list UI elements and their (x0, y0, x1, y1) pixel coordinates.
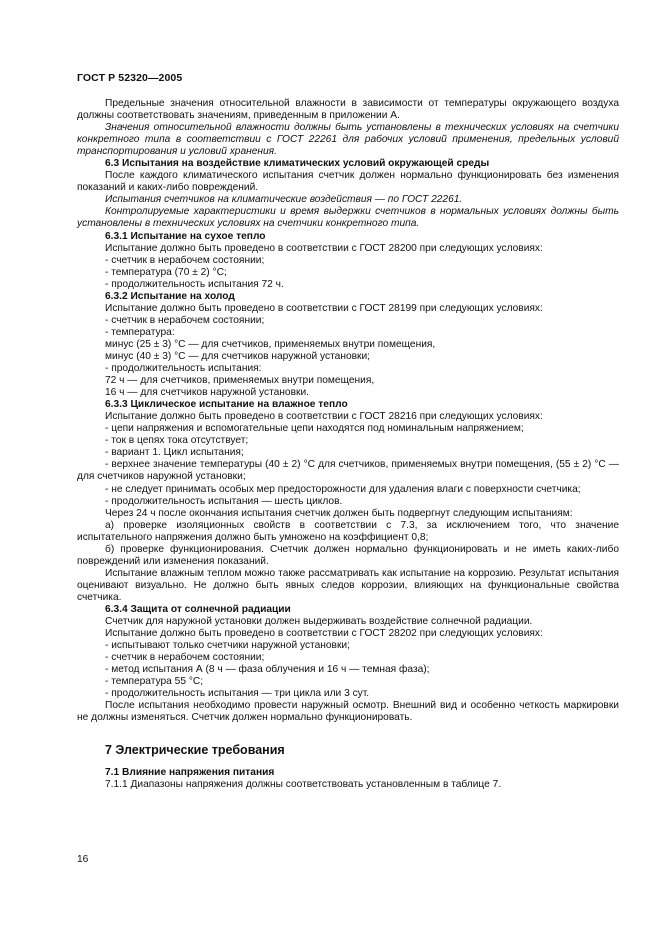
text-line: - метод испытания А (8 ч — фаза облучения и 16 ч — темная фаза); (105, 664, 430, 676)
text-line: - счетчик в нерабочем состоянии; (105, 652, 265, 664)
text-line: - испытывают только счетчики наружной установки; (105, 640, 350, 652)
section-heading: 6.3 Испытания на воздействие климатических условий окружающей среды (105, 158, 490, 170)
text-line: Испытание должно быть проведено в соответствии с ГОСТ 28199 при следующих условиях: (105, 302, 543, 314)
text-line: Счетчик для наружной установки должен выдерживать воздействие солнечной радиации. (105, 616, 533, 628)
text-line: Испытание должно быть проведено в соответствии с ГОСТ 28216 при следующих условиях: (105, 411, 543, 423)
paragraph: После каждого климатического испытания счетчик должен нормально функционировать без изменения показаний и каких-либо повреждений. (77, 170, 619, 194)
section-heading: 7.1 Влияние напряжения питания (105, 767, 275, 779)
text-line: - счетчик в нерабочем состоянии; (105, 254, 265, 266)
document-body (77, 98, 619, 792)
page-number: 16 (77, 854, 89, 865)
paragraph: Испытание влажным теплом можно также рассматривать как испытание на коррозию. Результат испытания оценивают визуально. Не должно быть явных следов коррозии, влияющих на функциональные свойства счетчика. (77, 567, 619, 603)
paragraph: После испытания необходимо провести наружный осмотр. Внешний вид и особенно четкость маркировки не должны изменяться. Счетчик должен нормально функционировать. (77, 700, 619, 724)
text-line: 72 ч — для счетчиков, применяемых внутри помещения, (105, 375, 375, 387)
text-line: - ток в цепях тока отсутствует; (105, 435, 249, 447)
text-line: Испытание должно быть проведено в соответствии с ГОСТ 28200 при следующих условиях: (105, 242, 543, 254)
paragraph: а) проверке изоляционных свойств в соответствии с 7.3, за исключением того, что значение испытательного напряжения должно быть умножено на коэффициент 0,8; (77, 519, 619, 543)
text-line: - счетчик в нерабочем состоянии; (105, 314, 265, 326)
text-line: - температура: (105, 326, 175, 338)
section-heading: 6.3.4 Защита от солнечной радиации (105, 603, 291, 615)
chapter-heading: 7 Электрические требования (105, 743, 285, 758)
italic-paragraph: Контролируемые характеристики и время выдержки счетчиков в нормальных условиях должны быть установлены в технических условиях на счетчики конкретного типа. (77, 206, 619, 230)
page-header: ГОСТ Р 52320—2005 (77, 72, 183, 84)
italic-paragraph: Испытания счетчиков на климатические воздействия — по ГОСТ 22261. (105, 194, 463, 206)
text-line: минус (40 ± 3) °С — для счетчиков наружной установки; (105, 350, 371, 362)
paragraph: б) проверке функционирования. Счетчик должен нормально функционировать и не иметь каких-либо повреждений или изменения показаний. (77, 543, 619, 567)
text-line: Испытание должно быть проведено в соответствии с ГОСТ 28202 при следующих условиях: (105, 628, 543, 640)
text-line: - продолжительность испытания 72 ч. (105, 278, 284, 290)
italic-paragraph: Значения относительной влажности должны быть установлены в технических условиях на счетчики конкретного типа в соответствии с ГОСТ 22261 для рабочих условий применения, предельных условий транспортирования и условий хранения. (77, 122, 619, 158)
section-heading: 6.3.2 Испытание на холод (105, 290, 235, 302)
text-line: - продолжительность испытания: (105, 363, 262, 375)
section-heading: 6.3.1 Испытание на сухое тепло (105, 230, 266, 242)
text-line: - температура (70 ± 2) °С; (105, 266, 227, 278)
paragraph: Предельные значения относительной влажности в зависимости от температуры окружающего воздуха должны соответствовать значениям, приведенным в приложении А. (77, 98, 619, 122)
text-line: минус (25 ± 3) °С — для счетчиков, применяемых внутри помещения, (105, 338, 436, 350)
text-line: - продолжительность испытания — три цикла или 3 сут. (105, 688, 370, 700)
paragraph: Через 24 ч после окончания испытания счетчик должен быть подвергнут следующим испытаниям: (105, 507, 573, 519)
section-heading: 6.3.3 Циклическое испытание на влажное тепло (105, 399, 348, 411)
text-line: - продолжительность испытания — шесть циклов. (105, 495, 343, 507)
paragraph: - не следует принимать особых мер предосторожности для удаления влаги с поверхности счетчика; (105, 483, 581, 495)
text-line: - вариант 1. Цикл испытания; (105, 447, 244, 459)
paragraph: - верхнее значение температуры (40 ± 2) °С для счетчиков, применяемых внутри помещения, (55 ± 2) °С — для счетчиков наружной установки; (77, 459, 619, 483)
text-line: - температура 55 °С; (105, 676, 204, 688)
text-line: 16 ч — для счетчиков наружной установки. (105, 387, 309, 399)
text-line: - цепи напряжения и вспомогательные цепи находятся под номинальным напряжением; (105, 423, 524, 435)
text-line: 7.1.1 Диапазоны напряжения должны соответствовать установленным в таблице 7. (105, 779, 502, 791)
